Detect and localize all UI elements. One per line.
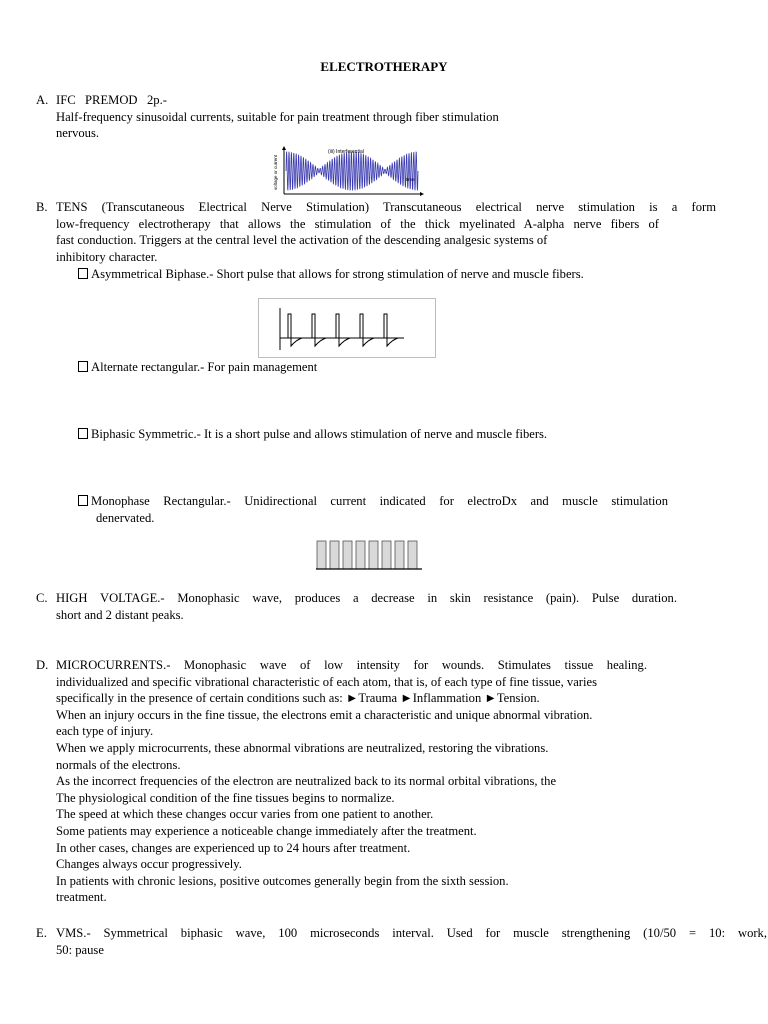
monophase-pulse [317, 541, 326, 569]
section-a-heading-text: IFC PREMOD 2p.- [56, 93, 167, 107]
section-e-letter: E. [36, 926, 47, 940]
bullet-box-icon [78, 495, 88, 506]
bullet-alternate-rectangular [78, 359, 698, 376]
section-b [36, 199, 716, 265]
section-d-letter: D. [36, 658, 49, 672]
section-a-letter: A. [36, 93, 49, 107]
section-d-heading [36, 657, 647, 674]
bullet-text: Monophase Rectangular.- Unidirectional current indicated for electroDx and muscle stimulation [91, 494, 668, 508]
document-title: ELECTROTHERAPY [320, 59, 448, 74]
bullet-monophase-rectangular [78, 493, 668, 526]
monophase-pulse [330, 541, 339, 569]
section-b-heading [36, 199, 716, 216]
section-b-line-1: low-frequency electrotherapy that allows the stimulation of the thick myelinated A-alpha nerve fibers of [56, 216, 659, 231]
monophase-pulse-group [317, 541, 417, 569]
section-d-line-3: When an injury occurs in the fine tissue, the electrons emit a characteristic and unique abnormal vibration. [56, 707, 593, 722]
section-b-line-2: fast conduction. Triggers at the central level the activation of the descending analgesic systems of [56, 233, 548, 248]
monophase-pulse [369, 541, 378, 569]
section-b-letter: B. [36, 200, 48, 214]
section-d-line-9: The speed at which these changes occur varies from one patient to another. [56, 807, 434, 822]
section-c-letter: C. [36, 591, 48, 605]
asymmetrical-biphase-figure [258, 298, 436, 358]
section-d-line-4: each type of injury. [56, 724, 154, 739]
figure-ylabel: voltage or current [273, 154, 278, 190]
monophase-pulse [395, 541, 404, 569]
bullet-text: Biphasic Symmetric.- It is a short pulse and allows stimulation of nerve and muscle fibers. [91, 427, 548, 441]
section-a-heading [36, 92, 716, 109]
section-c [36, 590, 716, 623]
bullet-box-icon [78, 361, 88, 372]
section-d-line-2: specifically in the presence of certain conditions such as: ►Trauma ►Inflammation ►Tension. [56, 691, 540, 706]
section-d-line-1: individualized and specific vibrational characteristic of each atom, that is, of each type of fine tissue, varies [56, 674, 597, 689]
monophase-pulse [408, 541, 417, 569]
bullet-text-cont: denervated. [96, 510, 155, 525]
monophase-pulse [356, 541, 365, 569]
bullet-box-icon [78, 428, 88, 439]
section-d-line-5: When we apply microcurrents, these abnormal vibrations are neutralized, restoring the vibrations. [56, 740, 549, 755]
bullet-biphasic-symmetric [78, 426, 698, 443]
section-a-line-2: nervous. [56, 126, 100, 141]
section-e-line-1: 50: pause [56, 942, 104, 957]
bullet-text: Alternate rectangular.- For pain management [91, 360, 318, 374]
bullet-box-icon [78, 268, 88, 279]
figure-label: (iii) Interferential [328, 149, 364, 155]
section-c-line-1: short and 2 distant peaks. [56, 607, 184, 622]
interferential-wave-path [286, 152, 418, 191]
section-b-heading-text: TENS (Transcutaneous Electrical Nerve Stimulation) Transcutaneous electrical nerve stimulation is a form [56, 200, 716, 214]
section-d-line-11: In other cases, changes are experienced up to 24 hours after treatment. [56, 840, 411, 855]
bullet-asymmetrical-biphase [78, 266, 698, 283]
monophase-pulse [343, 541, 352, 569]
section-d-line-8: The physiological condition of the fine tissues begins to normalize. [56, 790, 395, 805]
section-e-heading [36, 925, 767, 942]
section-e [36, 925, 767, 958]
section-d-line-12: Changes always occur progressively. [56, 857, 242, 872]
section-d-heading-text: MICROCURRENTS.- Monophasic wave of low intensity for wounds. Stimulates tissue healing. [56, 658, 647, 672]
section-d-line-14: treatment. [56, 890, 107, 905]
monophase-pulse [382, 541, 391, 569]
monophase-rectangular-figure [314, 538, 424, 572]
section-e-heading-text: VMS.- Symmetrical biphasic wave, 100 microseconds interval. Used for muscle strengthening (10/50 = 10: work, [56, 926, 767, 940]
bullet-text: Asymmetrical Biphase.- Short pulse that allows for strong stimulation of nerve and muscle fibers. [91, 267, 584, 281]
section-a [36, 92, 716, 142]
section-c-heading [36, 590, 677, 607]
section-b-line-3: inhibitory character. [56, 249, 158, 264]
figure-xlabel: time [406, 177, 415, 182]
interferential-waveform-figure [268, 146, 428, 198]
section-d-line-10: Some patients may experience a noticeable change immediately after the treatment. [56, 823, 477, 838]
section-d-line-13: In patients with chronic lesions, positive outcomes generally begin from the sixth session. [56, 873, 509, 888]
section-d-line-7: As the incorrect frequencies of the electron are neutralized back to its normal orbital vibrations, the [56, 774, 557, 789]
section-c-heading-text: HIGH VOLTAGE.- Monophasic wave, produces a decrease in skin resistance (pain). Pulse duration. [56, 591, 677, 605]
section-d-line-6: normals of the electrons. [56, 757, 181, 772]
section-d [36, 657, 716, 906]
section-a-line-1: Half-frequency sinusoidal currents, suitable for pain treatment through fiber stimulation [56, 109, 499, 124]
